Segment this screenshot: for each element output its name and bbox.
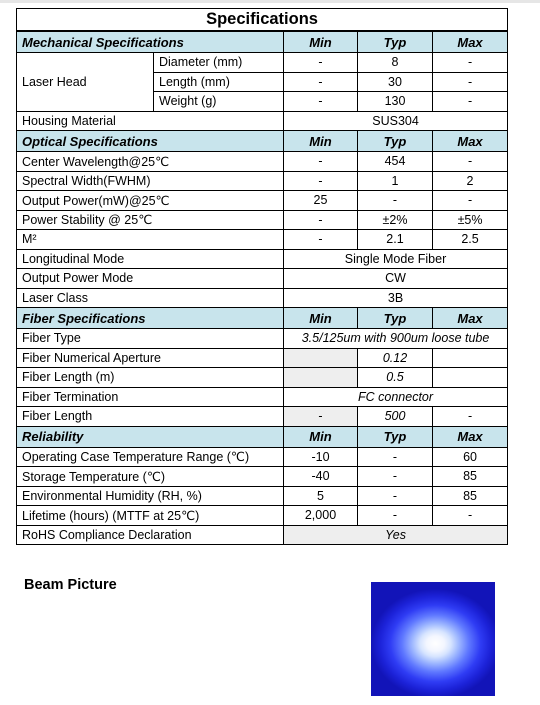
top-divider <box>0 0 540 3</box>
beam-picture-image <box>371 582 495 696</box>
table-row <box>17 230 508 250</box>
min-cell: - <box>284 92 358 112</box>
value-cell: CW <box>284 269 508 289</box>
table-row <box>17 368 508 388</box>
max-cell: - <box>433 506 508 526</box>
typ-cell: - <box>358 467 433 487</box>
typ-cell: ±2% <box>358 210 433 230</box>
row-label: Fiber Length <box>17 407 284 427</box>
row-label: Storage Temperature (℃) <box>17 467 284 487</box>
max-cell: 85 <box>433 486 508 506</box>
section-header-optical <box>17 131 508 152</box>
table-row <box>17 329 508 349</box>
value-cell: SUS304 <box>284 111 508 131</box>
max-cell <box>433 368 508 388</box>
section-title: Reliability <box>17 426 284 447</box>
max-cell: 2.5 <box>433 230 508 250</box>
typ-cell: 130 <box>358 92 433 112</box>
max-cell: - <box>433 191 508 211</box>
row-label: Center Wavelength@25℃ <box>17 152 284 172</box>
min-cell: -10 <box>284 447 358 467</box>
row-label: Operating Case Temperature Range (℃) <box>17 447 284 467</box>
typ-cell: 8 <box>358 53 433 73</box>
min-cell: -40 <box>284 467 358 487</box>
table-title: Specifications <box>17 9 508 32</box>
section-title: Fiber Specifications <box>17 308 284 329</box>
col-min: Min <box>284 426 358 447</box>
typ-cell: 30 <box>358 72 433 92</box>
max-cell: 85 <box>433 467 508 487</box>
typ-cell: 454 <box>358 152 433 172</box>
table-row <box>17 210 508 230</box>
section-header-mechanical <box>17 31 508 53</box>
max-cell: - <box>433 152 508 172</box>
table-row <box>17 407 508 427</box>
typ-cell: - <box>358 506 433 526</box>
col-min: Min <box>284 308 358 329</box>
table-title-row <box>17 9 508 32</box>
typ-cell: 0.12 <box>358 348 433 368</box>
table-row <box>17 53 508 73</box>
min-cell: - <box>284 152 358 172</box>
table-row <box>17 506 508 526</box>
value-cell: FC connector <box>284 387 508 407</box>
col-max: Max <box>433 31 508 53</box>
max-cell <box>433 348 508 368</box>
section-header-fiber <box>17 308 508 329</box>
row-label: Fiber Termination <box>17 387 284 407</box>
specifications-table <box>16 8 508 545</box>
laser-head-label: Laser Head <box>17 53 154 112</box>
table-row <box>17 269 508 289</box>
value-cell: Yes <box>284 525 508 545</box>
table-row <box>17 288 508 308</box>
beam-picture-label: Beam Picture <box>24 577 117 593</box>
table-row <box>17 348 508 368</box>
col-typ: Typ <box>358 426 433 447</box>
typ-cell: 500 <box>358 407 433 427</box>
max-cell: - <box>433 53 508 73</box>
table-row <box>17 525 508 545</box>
row-label: M² <box>17 230 284 250</box>
typ-cell: 1 <box>358 171 433 191</box>
col-typ: Typ <box>358 131 433 152</box>
max-cell: ±5% <box>433 210 508 230</box>
table-row <box>17 467 508 487</box>
section-title: Optical Specifications <box>17 131 284 152</box>
row-label: Environmental Humidity (RH, %) <box>17 486 284 506</box>
col-min: Min <box>284 131 358 152</box>
row-label: Fiber Type <box>17 329 284 349</box>
typ-cell: 2.1 <box>358 230 433 250</box>
row-label: RoHS Compliance Declaration <box>17 525 284 545</box>
row-label: Output Power Mode <box>17 269 284 289</box>
row-label: Fiber Numerical Aperture <box>17 348 284 368</box>
row-label: Spectral Width(FWHM) <box>17 171 284 191</box>
table-row <box>17 249 508 269</box>
row-label: Lifetime (hours) (MTTF at 25℃) <box>17 506 284 526</box>
col-max: Max <box>433 308 508 329</box>
min-cell: - <box>284 72 358 92</box>
typ-cell: - <box>358 447 433 467</box>
row-label: Length (mm) <box>154 72 284 92</box>
max-cell: - <box>433 72 508 92</box>
value-cell: 3B <box>284 288 508 308</box>
row-label: Fiber Length (m) <box>17 368 284 388</box>
value-cell: Single Mode Fiber <box>284 249 508 269</box>
min-cell <box>284 348 358 368</box>
min-cell: 5 <box>284 486 358 506</box>
max-cell: - <box>433 407 508 427</box>
row-label: Weight (g) <box>154 92 284 112</box>
min-cell: - <box>284 53 358 73</box>
max-cell: 60 <box>433 447 508 467</box>
typ-cell: 0.5 <box>358 368 433 388</box>
typ-cell: - <box>358 486 433 506</box>
min-cell: 2,000 <box>284 506 358 526</box>
row-label: Longitudinal Mode <box>17 249 284 269</box>
table-row <box>17 486 508 506</box>
max-cell: 2 <box>433 171 508 191</box>
min-cell <box>284 368 358 388</box>
col-typ: Typ <box>358 308 433 329</box>
min-cell: - <box>284 230 358 250</box>
table-row <box>17 152 508 172</box>
row-label: Housing Material <box>17 111 284 131</box>
min-cell: 25 <box>284 191 358 211</box>
col-max: Max <box>433 426 508 447</box>
table-row <box>17 191 508 211</box>
min-cell: - <box>284 407 358 427</box>
typ-cell: - <box>358 191 433 211</box>
value-cell: 3.5/125um with 900um loose tube <box>284 329 508 349</box>
table-row <box>17 171 508 191</box>
max-cell: - <box>433 92 508 112</box>
col-typ: Typ <box>358 31 433 53</box>
row-label: Output Power(mW)@25℃ <box>17 191 284 211</box>
row-label: Diameter (mm) <box>154 53 284 73</box>
min-cell: - <box>284 210 358 230</box>
table-row <box>17 387 508 407</box>
row-label: Laser Class <box>17 288 284 308</box>
min-cell: - <box>284 171 358 191</box>
table-row <box>17 111 508 131</box>
table-row <box>17 447 508 467</box>
col-min: Min <box>284 31 358 53</box>
section-header-reliability <box>17 426 508 447</box>
row-label: Power Stability @ 25℃ <box>17 210 284 230</box>
section-title: Mechanical Specifications <box>17 31 284 53</box>
col-max: Max <box>433 131 508 152</box>
